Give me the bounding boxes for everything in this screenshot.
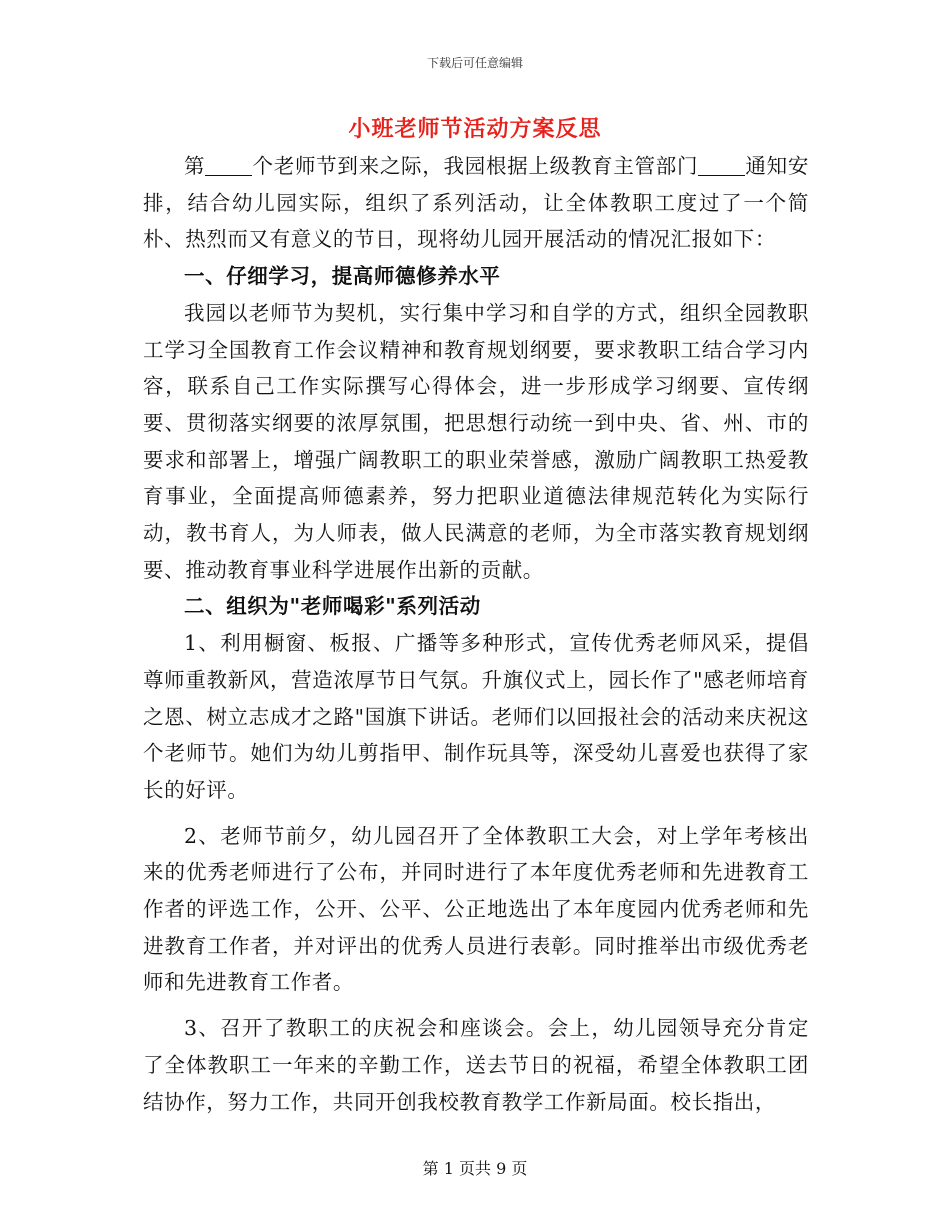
section2-item-2: 2、老师节前夕，幼儿园召开了全体教职工大会，对上学年考核出来的优秀老师进行了公布，并同时进行了本年度优秀老师和先进教育工作者的评选工作，公开、公平、公正地选出了本年度园内优秀老师和先进教育工作者，并对评出的优秀人员进行表彰。同时推举出市级优秀老师和先进教育工作者。 xyxy=(143,823,809,995)
fill-in-blank-1 xyxy=(205,155,252,177)
intro-text-part1: 第 xyxy=(184,154,206,178)
fill-in-blank-2 xyxy=(698,155,745,177)
section2-item-3: 3、召开了教职工的庆祝会和座谈会。会上，幼儿园领导充分肯定了全体教职工一年来的辛勤工作，送去节日的祝福，希望全体教职工团结协作，努力工作，共同开创我校教育教学工作新局面。校长指出， xyxy=(143,1016,809,1114)
intro-text-part2: 个老师节到来之际，我园根据上级教育主管部门 xyxy=(252,154,699,178)
section1-paragraph: 我园以老师节为契机，实行集中学习和自学的方式，组织全园教职工学习全国教育工作会议精神和教育规划纲要，要求教职工结合学习内容，联系自己工作实际撰写心得体会，进一步形成学习纲要、宣传纲要、贯彻落实纲要的浓厚氛围，把思想行动统一到中央、省、州、市的要求和部署上，增强广阔教职工的职业荣誉感，激励广阔教职工热爱教育事业，全面提高师德素养，努力把职业道德法律规范转化为实际行动，教书育人，为人师表，做人民满意的老师，为全市落实教育规划纲要、推动教育事业科学进展作出新的贡献。 xyxy=(143,300,809,582)
intro-text-part3: 通知安排，结合幼儿园实际，组织了系列活动，让全体教职工度过了一个简朴、热烈而又有意义的节日，现将幼儿园开展活动的情况汇报如下： xyxy=(143,154,809,252)
page-number-footer: 第 1 页共 9 页 xyxy=(422,1159,528,1178)
section2-item-1: 1、利用橱窗、板报、广播等多种形式，宣传优秀老师风采，提倡尊师重教新风，营造浓厚节日气氛。升旗仪式上，园长作了"感老师培育之恩、树立志成才之路"国旗下讲话。老师们以回报社会的活动来庆祝这个老师节。她们为幼儿剪指甲、制作玩具等，深受幼儿喜爱也获得了家长的好评。 xyxy=(143,631,809,802)
section-heading-2: 二、组织为"老师喝彩"系列活动 xyxy=(184,594,481,619)
intro-paragraph xyxy=(143,148,809,258)
section-heading-1: 一、仔细学习，提高师德修养水平 xyxy=(184,264,501,289)
document-body xyxy=(143,148,809,1120)
header-note: 下载后可任意编辑 xyxy=(426,56,523,70)
document-title: 小班老师节活动方案反思 xyxy=(348,116,602,142)
